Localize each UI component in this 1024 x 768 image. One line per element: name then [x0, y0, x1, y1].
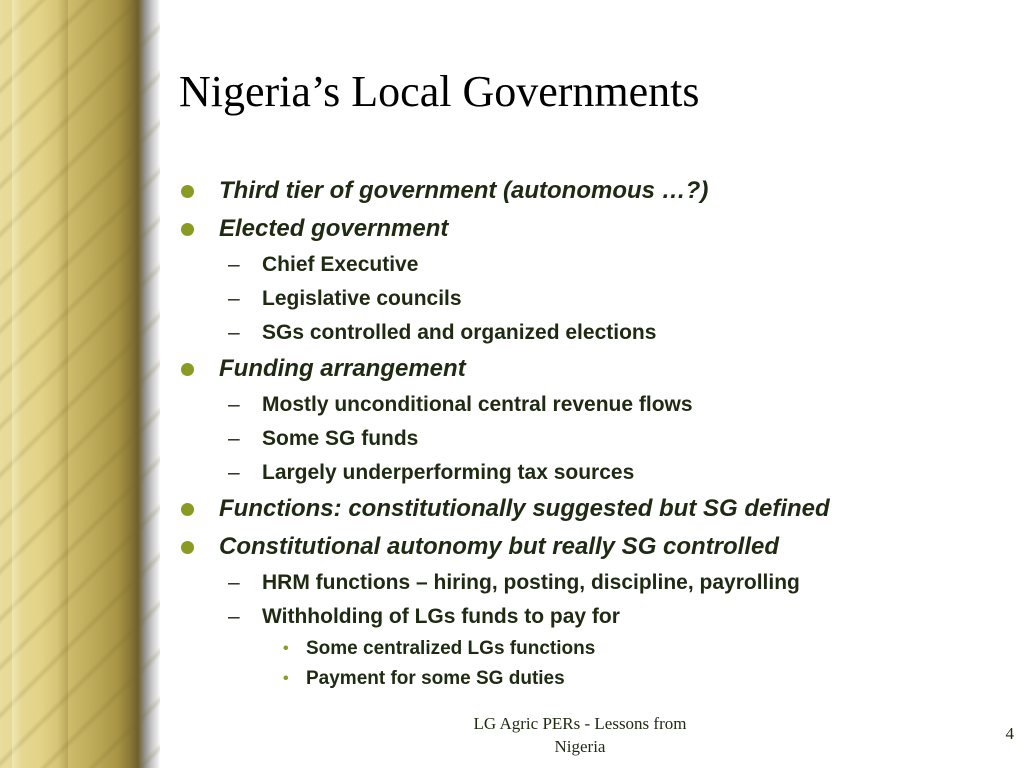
slide-body — [180, 172, 1000, 694]
dash-icon: – — [228, 393, 240, 416]
sub-bullet-text: Some SG funds — [262, 427, 419, 450]
sub-bullet-item — [180, 388, 1000, 422]
bullet-item — [180, 172, 1000, 210]
sub-bullet-item — [180, 422, 1000, 456]
sub-bullet-item — [180, 282, 1000, 316]
bullet-item — [180, 490, 1000, 528]
sub-bullet-text: Largely underperforming tax sources — [262, 461, 635, 484]
bullet-text: Constitutional autonomy but really SG controlled — [219, 533, 780, 560]
sub-bullet-item — [180, 600, 1000, 634]
dash-icon: – — [228, 605, 240, 628]
bullet-item — [180, 350, 1000, 388]
sub-bullet-text: Withholding of LGs funds to pay for — [262, 605, 620, 628]
dash-icon: – — [228, 571, 240, 594]
sub-bullet-text: HRM functions – hiring, posting, discipline, payrolling — [262, 571, 800, 594]
sub-bullet-item — [180, 316, 1000, 350]
sub-bullet-text: Chief Executive — [262, 253, 419, 276]
bullet-item — [180, 528, 1000, 566]
bullet-icon — [181, 185, 194, 198]
page-number: 4 — [1005, 724, 1014, 743]
bullet-icon — [181, 363, 194, 376]
side-band-highlight — [12, 0, 22, 768]
bullet-icon — [181, 223, 194, 236]
slide-title: Nigeria’s Local Governments — [179, 67, 700, 116]
bullet-text: Elected government — [219, 215, 449, 242]
dash-icon: – — [228, 461, 240, 484]
sub-bullet-text: Legislative councils — [262, 287, 462, 310]
sub-bullet-item — [180, 566, 1000, 600]
sub-sub-bullet-text: Some centralized LGs functions — [306, 638, 596, 659]
dash-icon: – — [228, 427, 240, 450]
bullet-text: Funding arrangement — [219, 355, 466, 382]
sub-bullet-text: Mostly unconditional central revenue flows — [262, 393, 693, 416]
bullet-text: Functions: constitutionally suggested but SG defined — [219, 495, 830, 522]
footer-line-2: Nigeria — [554, 737, 606, 756]
small-dot-icon: • — [283, 640, 289, 657]
sub-sub-bullet-text: Payment for some SG duties — [306, 668, 565, 689]
bullet-icon — [181, 541, 194, 554]
decorative-side-band — [0, 0, 160, 768]
bullet-icon — [181, 503, 194, 516]
footer-caption — [430, 712, 730, 758]
sub-bullet-item — [180, 248, 1000, 282]
bullet-text: Third tier of government (autonomous …?) — [219, 177, 709, 204]
bullet-item — [180, 210, 1000, 248]
sub-sub-bullet-item — [180, 634, 1000, 664]
dash-icon: – — [228, 253, 240, 276]
dash-icon: – — [228, 321, 240, 344]
small-dot-icon: • — [283, 670, 289, 687]
footer-line-1: LG Agric PERs - Lessons from — [473, 714, 687, 733]
sub-bullet-item — [180, 456, 1000, 490]
sub-bullet-text: SGs controlled and organized elections — [262, 321, 657, 344]
sub-sub-bullet-item — [180, 664, 1000, 694]
dash-icon: – — [228, 287, 240, 310]
side-band-shade — [58, 0, 68, 768]
